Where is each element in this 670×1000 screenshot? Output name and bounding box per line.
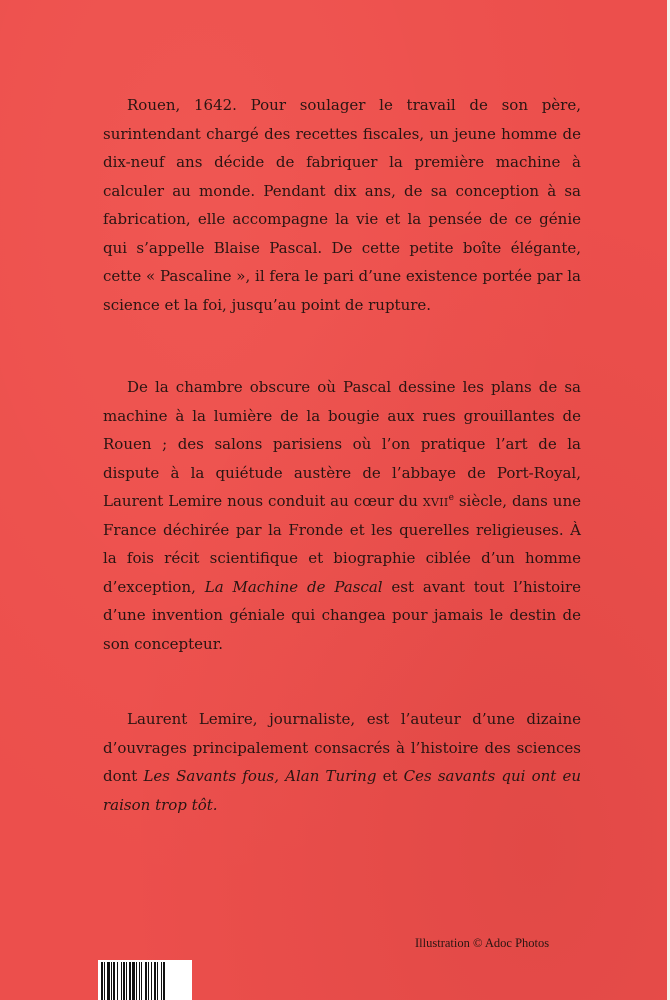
barcode-bar — [148, 962, 149, 1000]
barcode-bar — [136, 962, 137, 1000]
author-bio-text: Laurent Lemire, journaliste, est l’auteur d’une dizaine d’ouvrages principalement consacrés à l’histoire des sciences dont — [103, 710, 581, 785]
barcode-bar — [151, 962, 152, 1000]
barcode-bar — [123, 962, 125, 1000]
barcode-bar — [101, 962, 103, 1000]
barcode — [98, 960, 192, 1000]
barcode-bar — [145, 962, 147, 1000]
illustration-credit: Illustration © Adoc Photos — [415, 936, 550, 950]
barcode-bar — [111, 962, 112, 1000]
century-numeral: xvii — [422, 492, 449, 510]
blurb-paragraph-1-text: Rouen, 1642. Pour soulager le travail de son père, surintendant chargé des recettes fiscales, un jeune homme de dix-neuf ans décide de fabriquer la première machine à calculer au monde. Pendant dix ans, de sa conception à sa fabrication, elle accompagne la vie et la pensée de ce génie qui s’appelle Blaise Pascal. De cette petite boîte élégante, cette « Pascaline », il fera le pari d’une existence portée par la science et la foi, jusqu’au point de rupture. — [103, 96, 581, 314]
barcode-bar — [113, 962, 115, 1000]
barcode-bar — [104, 962, 105, 1000]
other-title-2: Ces savants qui ont eu raison trop tôt. — [103, 767, 581, 814]
blurb-paragraph-2-text-3: est avant tout l’histoire d’une invention géniale qui changea pour jamais le destin de son concepteur. — [103, 577, 582, 653]
barcode-bar — [117, 962, 118, 1000]
blurb-paragraph-2 — [103, 373, 581, 658]
barcode-bar — [126, 962, 127, 1000]
barcode-bar — [141, 962, 142, 1000]
blurb-paragraph-2-text-1: De la chambre obscure où Pascal dessine les plans de sa machine à la lumière de la bougie aux rues grouillantes de Rouen ; des salons parisiens où l’on pratique l’art de la dispute à la quiétude austère de l’abbaye de Port-Royal, Laurent Lemire nous conduit au cœur du — [103, 378, 581, 510]
paragraph-indent — [103, 96, 127, 114]
barcode-bar — [163, 962, 165, 1000]
barcode-bar — [129, 962, 131, 1000]
barcode-bar — [107, 962, 110, 1000]
barcode-bar — [161, 962, 162, 1000]
paragraph-indent — [103, 378, 127, 396]
paragraph-indent — [103, 710, 127, 728]
barcode-bar — [132, 962, 135, 1000]
author-bio-connector: et — [376, 767, 404, 785]
barcode-graphic — [98, 960, 192, 1000]
blurb-paragraph-1 — [103, 91, 581, 319]
other-title-1: Les Savants fous, Alan Turing — [143, 767, 377, 785]
barcode-bar — [157, 962, 158, 1000]
author-bio — [103, 705, 581, 819]
century-suffix: e — [448, 493, 454, 503]
barcode-bar — [139, 962, 140, 1000]
book-title: La Machine de Pascal — [204, 577, 383, 596]
barcode-bar — [154, 962, 156, 1000]
blurb-paragraph-2-text-2: siècle, dans une France déchirée par la Fronde et les querelles religieuses. À la fois récit scientifique et biographie ciblée d’un homme d’exception, — [103, 492, 581, 596]
barcode-bar — [121, 962, 122, 1000]
